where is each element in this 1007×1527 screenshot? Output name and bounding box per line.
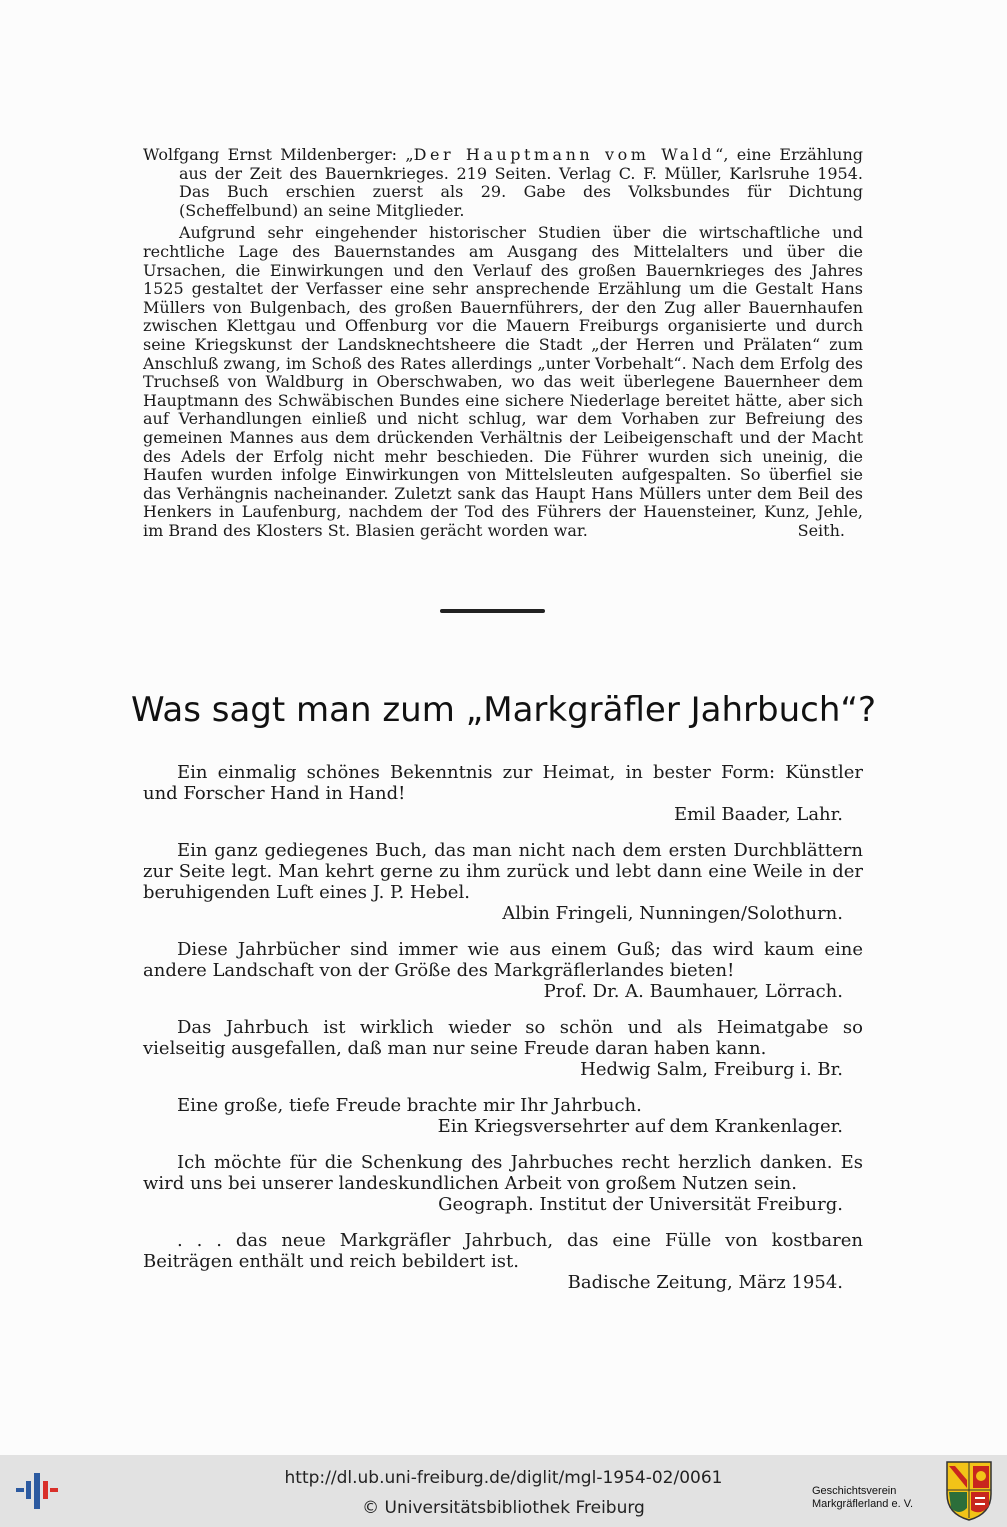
review-body: Aufgrund sehr eingehender historischer Studien über die wirtschaftliche und rechtliche Lage des Bauernstandes am Ausgang des Mittelalters und über die Ursachen, die Einwirkungen und den Verlauf des großen Bauernkrieges des Jahres 1525 gestaltet der Verfasser eine sehr ansprechende Erzählung um die Gestalt Hans Müllers von Bulgenbach, des großen Bauernführers, der den Zug aller Bauernhaufen zwischen Klettgau und Offenburg vor die Mauern Freiburgs organisierte und durch seine Kriegskunst der Landsknechtsheere die Stadt „der Herren und Prälaten“ zum Anschluß zwang, im Schoß des Rates allerdings „unter Vorbehalt“. Nach dem Erfolg des Truchseß von Waldburg in Oberschwaben, wo das weit überlegene Bauernheer dem Hauptmann des Schwäbischen Bundes eine sichere Niederlage bereitet hätte, aber sich auf Verhandlungen einließ und nicht schlug, war dem Vorhaben zur Befreiung des gemeinen Mannes aus dem drückenden Verhältnis der Leibeigenschaft und der Macht des Adels der Erfolg nicht mehr beschieden. Die Führer wurden sich uneinig, die Haufen wurden infolge Einwirkungen von Mittelsleuten aufgespalten. So überfiel sie das Verhängnis nacheinander. Zuletzt sank das Haupt Hans Müllers unter dem Beil des Henkers in Laufenburg, nachdem der Tod des Führers der Hauensteiner, Kunz, Jehle, im Brand des Klosters St. Blasien gerächt worden war. Seith. — [143, 223, 863, 540]
quote-attribution: Badische Zeitung, März 1954. — [567, 1272, 843, 1293]
book-title: Der Hauptmann vom Wald — [413, 145, 716, 164]
quote-list — [143, 762, 863, 1308]
quote-item — [143, 840, 863, 924]
quote-item — [143, 1017, 863, 1080]
section-divider — [440, 609, 545, 613]
quote-text: Diese Jahrbücher sind immer wie aus einem Guß; das wird kaum eine andere Landschaft von der Größe des Markgräflerlandes bieten! — [143, 939, 863, 981]
quote-attribution: Emil Baader, Lahr. — [673, 804, 843, 825]
review-intro: Wolfgang Ernst Mildenberger: „Der Hauptmann vom Wald“, eine Erzählung aus der Zeit des Bauernkrieges. 219 Seiten. Verlag C. F. Müller, Karlsruhe 1954. Das Buch erschien zuerst als 29. Gabe des Volksbundes für Dichtung (Scheffelbund) an seine Mitglieder. — [143, 145, 863, 220]
quote-item — [143, 762, 863, 825]
quote-text: Ich möchte für die Schenkung des Jahrbuches recht herzlich danken. Es wird uns bei unserer landeskundlichen Arbeit von großem Nutzen sein. — [143, 1152, 863, 1194]
quote-text: Ein ganz gediegenes Buch, das man nicht nach dem ersten Durchblättern zur Seite legt. Man kehrt gerne zu ihm zurück und lebt dann eine Weile in der beruhigenden Luft eines J. P. Hebel. — [143, 840, 863, 903]
quote-text: Das Jahrbuch ist wirklich wieder so schön und als Heimatgabe so vielseitig ausgefallen, daß man nur seine Freude daran haben kann. — [143, 1017, 863, 1059]
review-signature: Seith. — [797, 520, 845, 540]
quote-item — [143, 939, 863, 1002]
copyright-notice: © Universitätsbibliothek Freiburg — [362, 1498, 645, 1518]
book-review — [143, 146, 863, 540]
quote-text: . . . das neue Markgräfler Jahrbuch, das eine Fülle von kostbaren Beiträgen enthält und reich bebildert ist. — [143, 1230, 863, 1272]
quote-item — [143, 1095, 863, 1137]
quote-item — [143, 1152, 863, 1215]
quote-item — [143, 1230, 863, 1293]
quote-attribution: Ein Kriegsversehrter auf dem Krankenlager. — [437, 1116, 843, 1137]
org-name: Geschichtsverein Markgräflerland e. V. — [812, 1485, 914, 1510]
quote-text: Eine große, tiefe Freude brachte mir Ihr Jahrbuch. — [177, 1095, 642, 1116]
permalink-url[interactable]: http://dl.ub.uni-freiburg.de/diglit/mgl-1954-02/0061 — [284, 1468, 723, 1488]
quote-attribution: Prof. Dr. A. Baumhauer, Lörrach. — [543, 981, 843, 1002]
quote-attribution: Albin Fringeli, Nunningen/Solothurn. — [502, 903, 843, 924]
quote-attribution: Geograph. Institut der Universität Freiburg. — [438, 1194, 843, 1215]
page-title: Was sagt man zum „Markgräfler Jahrbuch“? — [130, 690, 877, 730]
footer-bar — [0, 1455, 1007, 1527]
quote-text: Ein einmalig schönes Bekenntnis zur Heimat, in bester Form: Künstler und Forscher Hand in Hand! — [143, 762, 863, 804]
coat-of-arms-icon — [945, 1460, 993, 1522]
quote-attribution: Hedwig Salm, Freiburg i. Br. — [580, 1059, 843, 1080]
